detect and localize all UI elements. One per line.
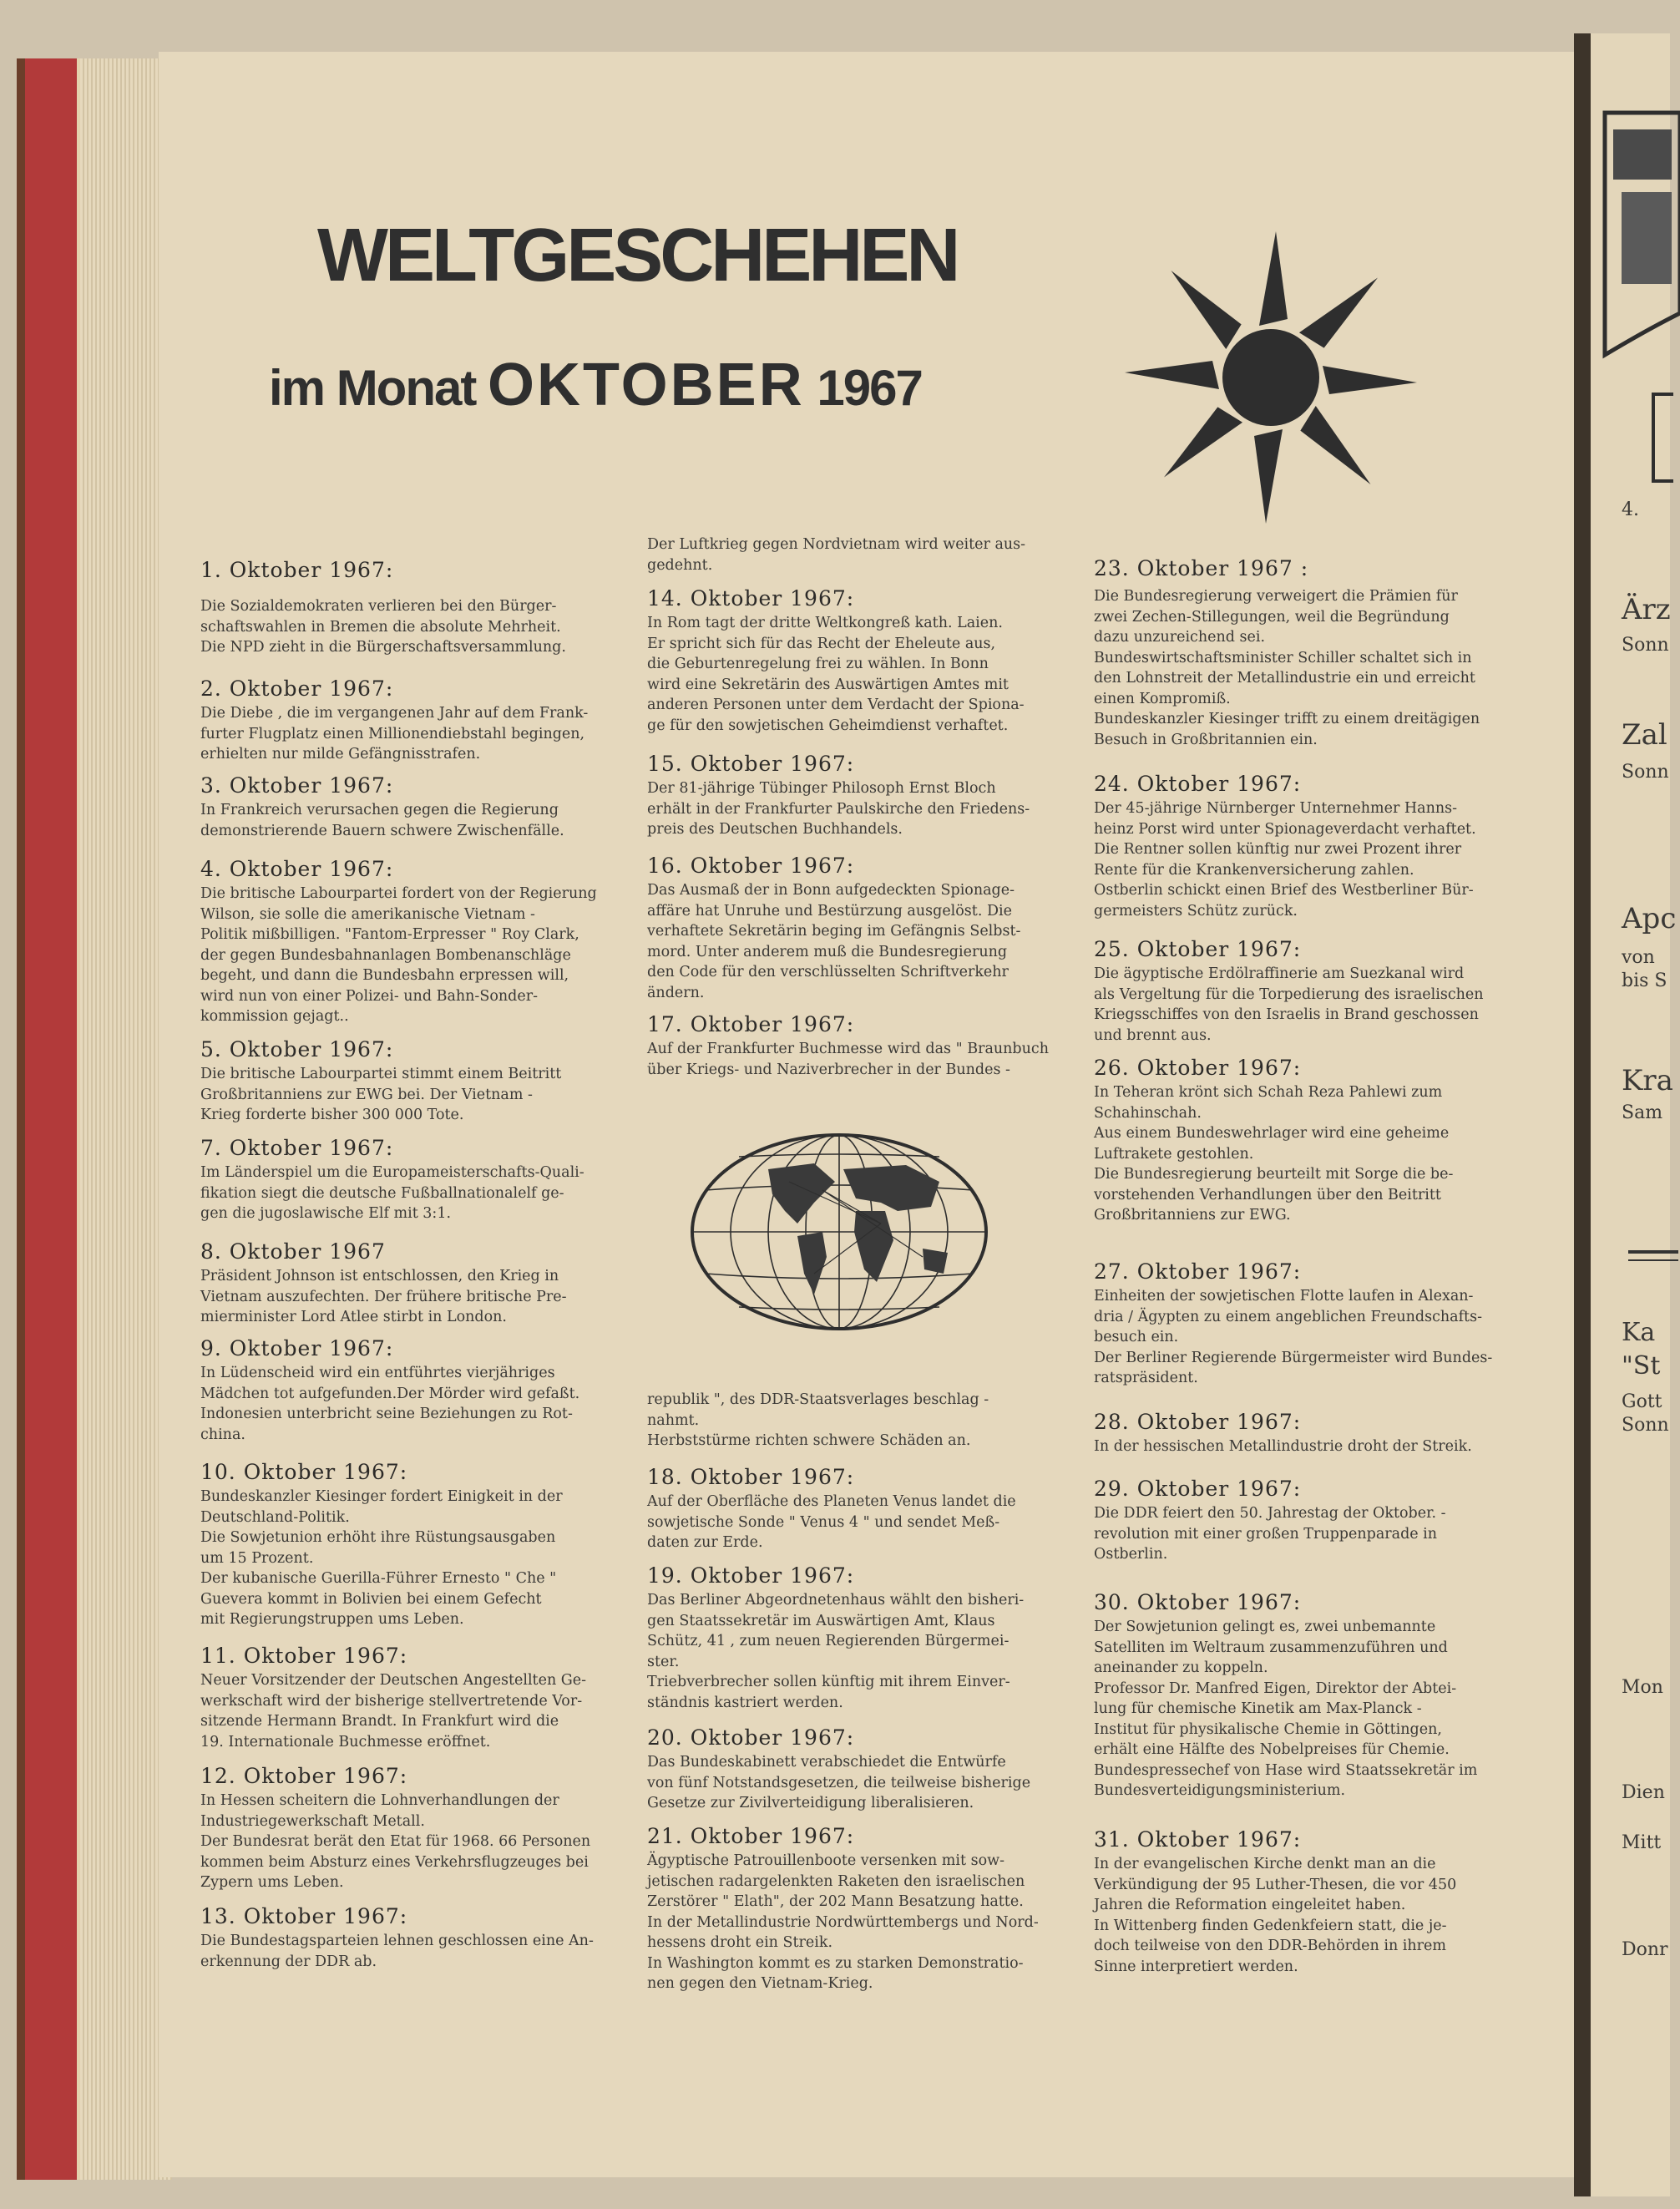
entry	[200, 855, 597, 1027]
facing-text: Mitt	[1622, 1832, 1662, 1853]
page-title: WELTGESCHEHEN	[317, 214, 958, 297]
facing-text: Kra	[1622, 1064, 1673, 1097]
facing-text: Sonn	[1622, 762, 1669, 783]
entry-text: Ägyptische Patrouillenboote versenken mit sow- jetischen radargelenkten Raketen den israelischen Zerstörer " Elath", der 202 Mann Besatzung hatte. In der Metallindustrie Nordwürttembergs und Nord- hessens droht ein Streik. In Washington kommt es zu starken Demonstratio- nen gegen den Vietnam-Krieg.	[647, 1852, 1039, 1992]
entry	[1094, 555, 1480, 750]
entry-date: 29. Oktober 1967:	[1094, 1477, 1302, 1501]
entry-text: Das Berliner Abgeordnetenhaus wählt den bisheri- gen Staatssekretär im Auswärtigen Amt, Klaus Schütz, 41 , zum neuen Regierenden Bürgermei- ster. Triebverbrecher sollen künftig mit ihrem Einver- ständnis kastriert werden.	[647, 1592, 1025, 1711]
facing-text: Zal	[1622, 718, 1667, 752]
entry-date: 17. Oktober 1967:	[647, 1012, 855, 1036]
entry-date: 10. Oktober 1967:	[200, 1460, 408, 1484]
facing-text: Ka	[1622, 1318, 1656, 1347]
entry-text: In Rom tagt der dritte Weltkongreß kath. Laien. Er spricht sich für das Recht der Eheleute aus, die Geburtenregelung frei zu wählen. In Bonn wird eine Sekretärin des Auswärtigen Amtes mit anderen Personen unter dem Verdacht der Spiona- ge für den sowjetischen Geheimdienst verhaftet.	[647, 615, 1025, 734]
entry-text: Der Sowjetunion gelingt es, zwei unbemannte Satelliten im Weltraum zusammenzuführen und aneinander zu koppeln. Professor Dr. Manfred Eigen, Direktor der Abtei- lung für chemische Kinetik am Max-Planck - Institut für physikalische Chemie in Göttingen, erhält eine Hälfte des Nobelpreises für Chemie. Bundespressechef von Hase wird Staatssekretär im Bundesverteidigungsministerium.	[1094, 1619, 1478, 1799]
entry	[200, 772, 564, 841]
entry-date: 13. Oktober 1967:	[200, 1904, 408, 1928]
entry-text: In Lüdenscheid wird ein entführtes vierjähriges Mädchen tot aufgefunden.Der Mörder wird gefaßt. Indonesien unterbricht seine Beziehungen zu Rot- china.	[200, 1365, 580, 1443]
entry-text: Der 81-jährige Tübinger Philosoph Ernst Bloch erhält in der Frankfurter Paulskirche den Friedens- preis des Deutschen Buchhandels.	[647, 780, 1030, 838]
entry-text: In der hessischen Metallindustrie droht der Streik.	[1094, 1438, 1472, 1455]
entry	[200, 1335, 579, 1445]
entry-date: 15. Oktober 1967:	[647, 752, 855, 776]
entry	[200, 1642, 586, 1752]
entry-date: 24. Oktober 1967:	[1094, 772, 1302, 796]
entry-date: 18. Oktober 1967:	[647, 1465, 855, 1489]
entry-text: Neuer Vorsitzender der Deutschen Angestellten Ge- werkschaft wird der bisherige stellvertretende Vor- sitzende Hermann Brandt. In Frankfurt wird die 19. Internationale Buchmesse eröffnet.	[200, 1672, 587, 1750]
entry-text: Die Diebe , die im vergangenen Jahr auf dem Frank- furter Flugplatz einen Millionendiebstahl begingen, erhielten nur milde Gefängnisstrafen.	[200, 705, 589, 763]
entry-date: 21. Oktober 1967:	[647, 1824, 855, 1848]
entry-text: Bundeskanzler Kiesinger fordert Einigkeit in der Deutschland-Politik. Die Sowjetunion erhöht ihre Rüstungsausgaben um 15 Prozent. Der kubanische Guerilla-Führer Ernesto " Che " Guevera kommt in Bolivien bei einem Gefecht mit Regierungstruppen ums Leben.	[200, 1488, 563, 1628]
entry-date: 30. Oktober 1967:	[1094, 1590, 1302, 1614]
entry	[1094, 1258, 1492, 1389]
entry	[647, 1562, 1024, 1713]
entry-date: 16. Oktober 1967:	[647, 854, 855, 878]
facing-text: Apc	[1622, 902, 1677, 935]
entry-date: 14. Oktober 1967:	[647, 586, 855, 611]
entry	[200, 556, 566, 658]
crest-icon	[1605, 113, 1680, 355]
entry-text: In Teheran krönt sich Schah Reza Pahlewi zum Schahinschah. Aus einem Bundeswehrlager wird eine geheime Luftrakete gestohlen. Die Bundesregierung beurteilt mit Sorge die be- vorstehenden Verhandlungen über den Beitritt Großbritanniens zur EWG.	[1094, 1084, 1454, 1224]
entry-text: Die britische Labourpartei fordert von der Regierung Wilson, sie solle die amerikanische Vietnam - Politik mißbilligen. "Fantom-Erpresser " Roy Clark, der gegen Bundesbahnanlagen Bombenanschläge begeht, und dann die Bundesbahn erpressen will, wird nun von einer Polizei- und Bahn-Sonder- kommission gejagt..	[200, 885, 597, 1025]
entry-date: 4. Oktober 1967:	[200, 857, 394, 881]
sun-ray	[1125, 361, 1219, 389]
entry	[647, 1011, 1049, 1080]
book-gutter	[1574, 33, 1591, 2196]
entry-text: Präsident Johnson ist entschlossen, den Krieg in Vietnam auszufechten. Der frühere britische Pre- mierminister Lord Atlee stirbt in London.	[200, 1268, 567, 1325]
entry-date: 31. Oktober 1967:	[1094, 1827, 1302, 1852]
entry-date: 5. Oktober 1967:	[200, 1037, 394, 1061]
book-spine	[25, 58, 80, 2180]
entry-text: Auf der Oberfläche des Planeten Venus landet die sowjetische Sonde " Venus 4 " und sendet Meß- daten zur Erde.	[647, 1493, 1016, 1551]
entry	[647, 852, 1020, 1003]
entry	[647, 750, 1030, 840]
facing-text: Donr	[1622, 1939, 1668, 1960]
entry	[200, 675, 588, 765]
entry	[200, 1458, 563, 1630]
subtitle-month: OKTOBER	[488, 352, 805, 418]
entry-text: Die Sozialdemokraten verlieren bei den Bürger- schaftswahlen in Bremen die absolute Mehrheit. Die NPD zieht in die Bürgerschaftsversammlung.	[200, 598, 566, 656]
entry-date: 28. Oktober 1967:	[1094, 1410, 1302, 1434]
facing-text: Ärz	[1622, 593, 1671, 626]
entry-date: 12. Oktober 1967:	[200, 1764, 408, 1788]
facing-text: Sonn	[1622, 635, 1669, 656]
entry	[200, 1134, 584, 1224]
entry-text: Das Bundeskabinett verabschiedet die Entwürfe von fünf Notstandsgesetzen, die teilweise bisherige Gesetze zur Zivilverteidigung liberalisieren.	[647, 1754, 1031, 1811]
subtitle-year: 1967	[804, 360, 922, 416]
facing-text: Dien	[1622, 1782, 1665, 1803]
facing-rule	[1628, 1250, 1678, 1254]
facing-text: "St	[1622, 1351, 1661, 1381]
entry-date: 1. Oktober 1967:	[200, 558, 394, 582]
entry	[647, 1724, 1030, 1814]
entry	[1094, 770, 1476, 921]
facing-rule	[1628, 1259, 1678, 1261]
entry-text: In Frankreich verursachen gegen die Regierung demonstrierende Bauern schwere Zwischenfälle.	[200, 802, 564, 839]
entry-date: 11. Oktober 1967:	[200, 1644, 408, 1668]
sun-ray	[1296, 406, 1383, 493]
sun-ray	[1159, 262, 1246, 349]
entry-text: Der Luftkrieg gegen Nordvietnam wird weiter aus- gedehnt.	[647, 536, 1026, 574]
entry-text: Im Länderspiel um die Europameisterschafts-Quali- fikation siegt die deutsche Fußballnationalelf ge- gen die jugoslawische Elf mit 3:1.	[200, 1164, 584, 1222]
facing-text: von	[1622, 947, 1655, 968]
entry-text: Die britische Labourpartei stimmt einem Beitritt Großbritanniens zur EWG bei. Der Vietnam - Krieg forderte bisher 300 000 Tote.	[200, 1066, 562, 1123]
entry-date: 9. Oktober 1967:	[200, 1336, 394, 1360]
entry-date: 8. Oktober 1967	[200, 1239, 386, 1264]
entry	[1094, 1475, 1446, 1565]
entry-date: 2. Oktober 1967:	[200, 676, 394, 701]
sun-ray	[1156, 403, 1242, 489]
facing-box	[1652, 393, 1673, 483]
globe-icon	[689, 1132, 989, 1332]
entry	[1094, 1826, 1456, 1977]
entry	[1094, 935, 1484, 1046]
entry-text: Die Bundestagsparteien lehnen geschlossen eine An- erkennung der DDR ab.	[200, 1933, 594, 1970]
entry-text: Die ägyptische Erdölraffinerie am Suezkanal wird als Vergeltung für die Torpedierung des israelischen Kriegsschiffes von den Israelis in Brand geschossen und brennt aus.	[1094, 965, 1484, 1044]
entry-date: 3. Oktober 1967:	[200, 773, 394, 798]
entry-date: 25. Oktober 1967:	[1094, 937, 1302, 961]
entry-text: Die Bundesregierung verweigert die Prämien für zwei Zechen-Stillegungen, weil die Begründung dazu unzureichend sei. Bundeswirtschaftsminister Schiller schaltet sich in den Lohnstreit der Metallindustrie ein und erreicht einen Kompromiß. Bundeskanzler Kiesinger trifft zu einem dreitägigen Besuch in Großbritannien ein.	[1094, 588, 1480, 748]
entry-text: republik ", des DDR-Staatsverlages beschlag - nahmt. Herbststürme richten schwere Schäden an.	[647, 1391, 989, 1449]
entry-text: In Hessen scheitern die Lohnverhandlungen der Industriegewerkschaft Metall. Der Bundesrat berät den Etat für 1968. 66 Personen kommen beim Absturz eines Verkehrsflugzeuges bei Zypern ums Leben.	[200, 1792, 591, 1891]
entry-text: Das Ausmaß der in Bonn aufgedeckten Spionage- affäre hat Unruhe und Bestürzung ausgelöst. Die verhaftete Sekretärin beging im Gefängnis Selbst- mord. Unter anderem muß die Bundesregierung den Code für den verschlüsselten Schriftverkehr ändern.	[647, 882, 1021, 1001]
entry	[200, 1902, 594, 1972]
sun-icon	[1119, 230, 1424, 526]
entry-date: 23. Oktober 1967 :	[1094, 556, 1309, 580]
subtitle-prefix: im Monat	[269, 360, 488, 416]
entry-date: 26. Oktober 1967:	[1094, 1056, 1302, 1080]
entry-date: 27. Oktober 1967:	[1094, 1259, 1302, 1284]
sun-ray	[1254, 429, 1283, 524]
entry-date: 19. Oktober 1967:	[647, 1563, 855, 1588]
entry	[647, 1463, 1016, 1553]
entry-text: Einheiten der sowjetischen Flotte laufen in Alexan- dria / Ägypten zu einem angeblichen Freundschafts- besuch ein. Der Berliner Regierende Bürgermeister wird Bundes- ratspräsident.	[1094, 1288, 1493, 1386]
entry	[1094, 1588, 1477, 1801]
page-subtitle	[269, 351, 922, 419]
entry-date: 20. Oktober 1967:	[647, 1725, 855, 1750]
entry	[647, 1822, 1039, 1994]
entry-text: Der 45-jährige Nürnberger Unternehmer Hanns- heinz Porst wird unter Spionageverdacht verhaftet. Die Rentner sollen künftig nur zwei Prozent ihrer Rente für die Krankenversicherung zahlen. Ostberlin schickt einen Brief des Westberliner Bür- germeisters Schütz zurück.	[1094, 800, 1476, 920]
sun-ray	[1323, 366, 1417, 394]
entry	[1094, 1054, 1453, 1226]
entry-text: In der evangelischen Kirche denkt man an die Verkündigung der 95 Luther-Thesen, die vor 450 Jahren die Reformation eingeleitet haben. In Wittenberg finden Gedenkfeiern statt, die je- doch teilweise von den DDR-Behörden in ihrem Sinne interpretiert werden.	[1094, 1856, 1457, 1975]
entry-date: 7. Oktober 1967:	[200, 1136, 394, 1160]
facing-text: Sam	[1622, 1102, 1663, 1123]
facing-text: Sonn	[1622, 1415, 1669, 1436]
entry	[1094, 1408, 1472, 1457]
sun-ray	[1259, 231, 1288, 326]
sun-ray	[1299, 266, 1386, 352]
facing-text: Mon	[1622, 1677, 1663, 1698]
entry	[200, 1762, 590, 1893]
facing-text: Gott	[1622, 1391, 1662, 1412]
facing-text: bis S	[1622, 970, 1667, 991]
entry-text: Auf der Frankfurter Buchmesse wird das " Braunbuch über Kriegs- und Naziverbrecher in der Bundes -	[647, 1041, 1049, 1078]
entry-text: Die DDR feiert den 50. Jahrestag der Oktober. - revolution mit einer großen Truppenparade in Ostberlin.	[1094, 1505, 1446, 1563]
entry	[200, 1036, 561, 1126]
entry	[200, 1238, 567, 1328]
facing-page-number: 4.	[1622, 499, 1639, 520]
entry	[647, 585, 1025, 736]
